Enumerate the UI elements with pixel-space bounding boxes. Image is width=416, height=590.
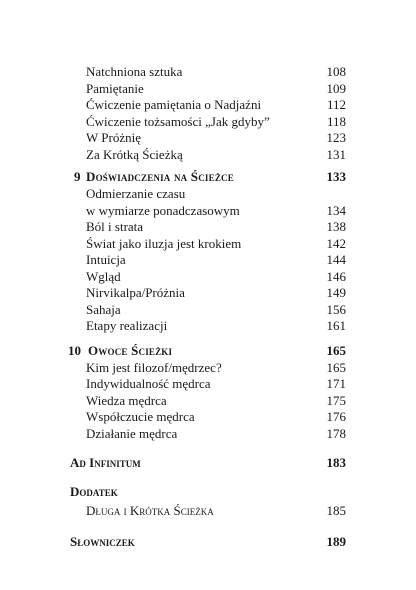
toc-entry-page: 178: [326, 425, 346, 441]
toc-entry[interactable]: [70, 376, 346, 393]
chapter-title: Owoce Ścieżki: [88, 342, 173, 358]
toc-entry[interactable]: [70, 147, 346, 164]
toc-entry-title: Działanie mędrca: [86, 425, 178, 441]
toc-chapter-9[interactable]: [70, 167, 346, 186]
toc-entry-title: Współczucie mędrca: [86, 409, 195, 424]
chapter-number: 10: [68, 342, 81, 358]
toc-entry-page: 109: [326, 80, 346, 96]
toc-entry-page: 138: [326, 219, 346, 234]
toc-entry-title: Intuicja: [86, 252, 126, 267]
toc-entry[interactable]: [70, 426, 346, 443]
toc-entry-page: 118: [326, 113, 346, 129]
toc-entry[interactable]: [70, 97, 346, 114]
toc-entry-page: 144: [326, 252, 346, 267]
toc-entry-page: 161: [326, 318, 346, 333]
section-title: Dodatek: [70, 484, 118, 499]
toc-entry[interactable]: [70, 186, 346, 203]
chapter-number: 9: [74, 169, 81, 184]
toc-entry[interactable]: [70, 114, 346, 131]
toc-entry-title: Ból i strata: [86, 219, 144, 234]
section-page: 183: [326, 455, 346, 470]
toc-entry[interactable]: [70, 219, 346, 236]
toc-entry[interactable]: [70, 302, 346, 319]
toc-entry-page: 112: [326, 97, 346, 112]
toc-entry[interactable]: [70, 130, 346, 147]
toc-entry-title: W Próżnię: [86, 130, 141, 145]
toc-entry-page: 149: [326, 285, 346, 300]
toc-entry-title: Wiedza mędrca: [86, 392, 167, 408]
toc-entry[interactable]: [70, 269, 346, 286]
toc-dodatek[interactable]: [70, 483, 346, 501]
section-page: 189: [326, 533, 346, 549]
toc-entry-page: 142: [326, 235, 346, 251]
toc-entry[interactable]: [70, 285, 346, 302]
toc-entry-title: Za Krótką Ścieżką: [86, 146, 183, 162]
section-title: Słowniczek: [70, 533, 135, 549]
toc-ad-infinitum[interactable]: [70, 453, 346, 472]
toc-chapter-10[interactable]: [70, 341, 346, 360]
toc-entry-title: Odmierzanie czasu: [86, 186, 186, 201]
toc-entry[interactable]: [70, 64, 346, 81]
toc-entry-title: Natchniona sztuka: [86, 64, 183, 79]
toc-entry-page: 146: [326, 268, 346, 284]
toc-entry-page: 171: [326, 376, 346, 391]
toc-entry-page: 108: [326, 64, 346, 79]
toc-entry-title: Etapy realizacji: [86, 318, 168, 333]
toc-entry-title: Nirvikalpa/Próżnia: [86, 285, 185, 300]
toc-entry-title: w wymiarze ponadczasowym: [86, 202, 240, 218]
toc-entry[interactable]: [70, 236, 346, 253]
toc-entry-page: 185: [326, 503, 346, 518]
toc-entry-page: 175: [326, 392, 346, 408]
toc-entry[interactable]: [70, 203, 346, 220]
toc-entry[interactable]: [70, 409, 346, 426]
toc-entry-page: 176: [326, 409, 346, 424]
toc-entry-page: 131: [326, 146, 346, 162]
chapter-title: Doświadczenia na Ścieżce: [86, 169, 234, 184]
toc-entry[interactable]: [70, 252, 346, 269]
toc-entry[interactable]: [70, 503, 346, 520]
toc-slowniczek[interactable]: [70, 532, 346, 551]
toc-entry-title: Długa i Krótka Ścieżka: [86, 503, 214, 518]
toc-entry-title: Pamiętanie: [86, 80, 144, 96]
toc-entry[interactable]: [70, 81, 346, 98]
toc-entry-title: Świat jako iluzja jest krokiem: [86, 235, 242, 251]
toc-entry-page: 134: [326, 202, 346, 218]
section-title: Ad Infinitum: [70, 455, 141, 470]
table-of-contents: [70, 64, 346, 551]
toc-entry[interactable]: [70, 318, 346, 335]
chapter-page: 165: [326, 342, 346, 358]
toc-entry-page: 156: [326, 301, 346, 317]
toc-entry[interactable]: [70, 393, 346, 410]
toc-entry-page: 165: [326, 359, 346, 375]
chapter-page: 133: [326, 169, 346, 184]
toc-entry-title: Ćwiczenie tożsamości „Jak gdyby”: [86, 113, 270, 129]
toc-entry-title: Indywidualność mędrca: [86, 376, 211, 391]
toc-entry-title: Ćwiczenie pamiętania o Nadjaźni: [86, 97, 262, 112]
toc-entry-title: Sahaja: [86, 301, 121, 317]
toc-entry-page: 123: [326, 130, 346, 145]
toc-entry-title: Kim jest filozof/mędrzec?: [86, 359, 222, 375]
toc-entry-title: Wgląd: [86, 268, 121, 284]
toc-entry[interactable]: [70, 360, 346, 377]
